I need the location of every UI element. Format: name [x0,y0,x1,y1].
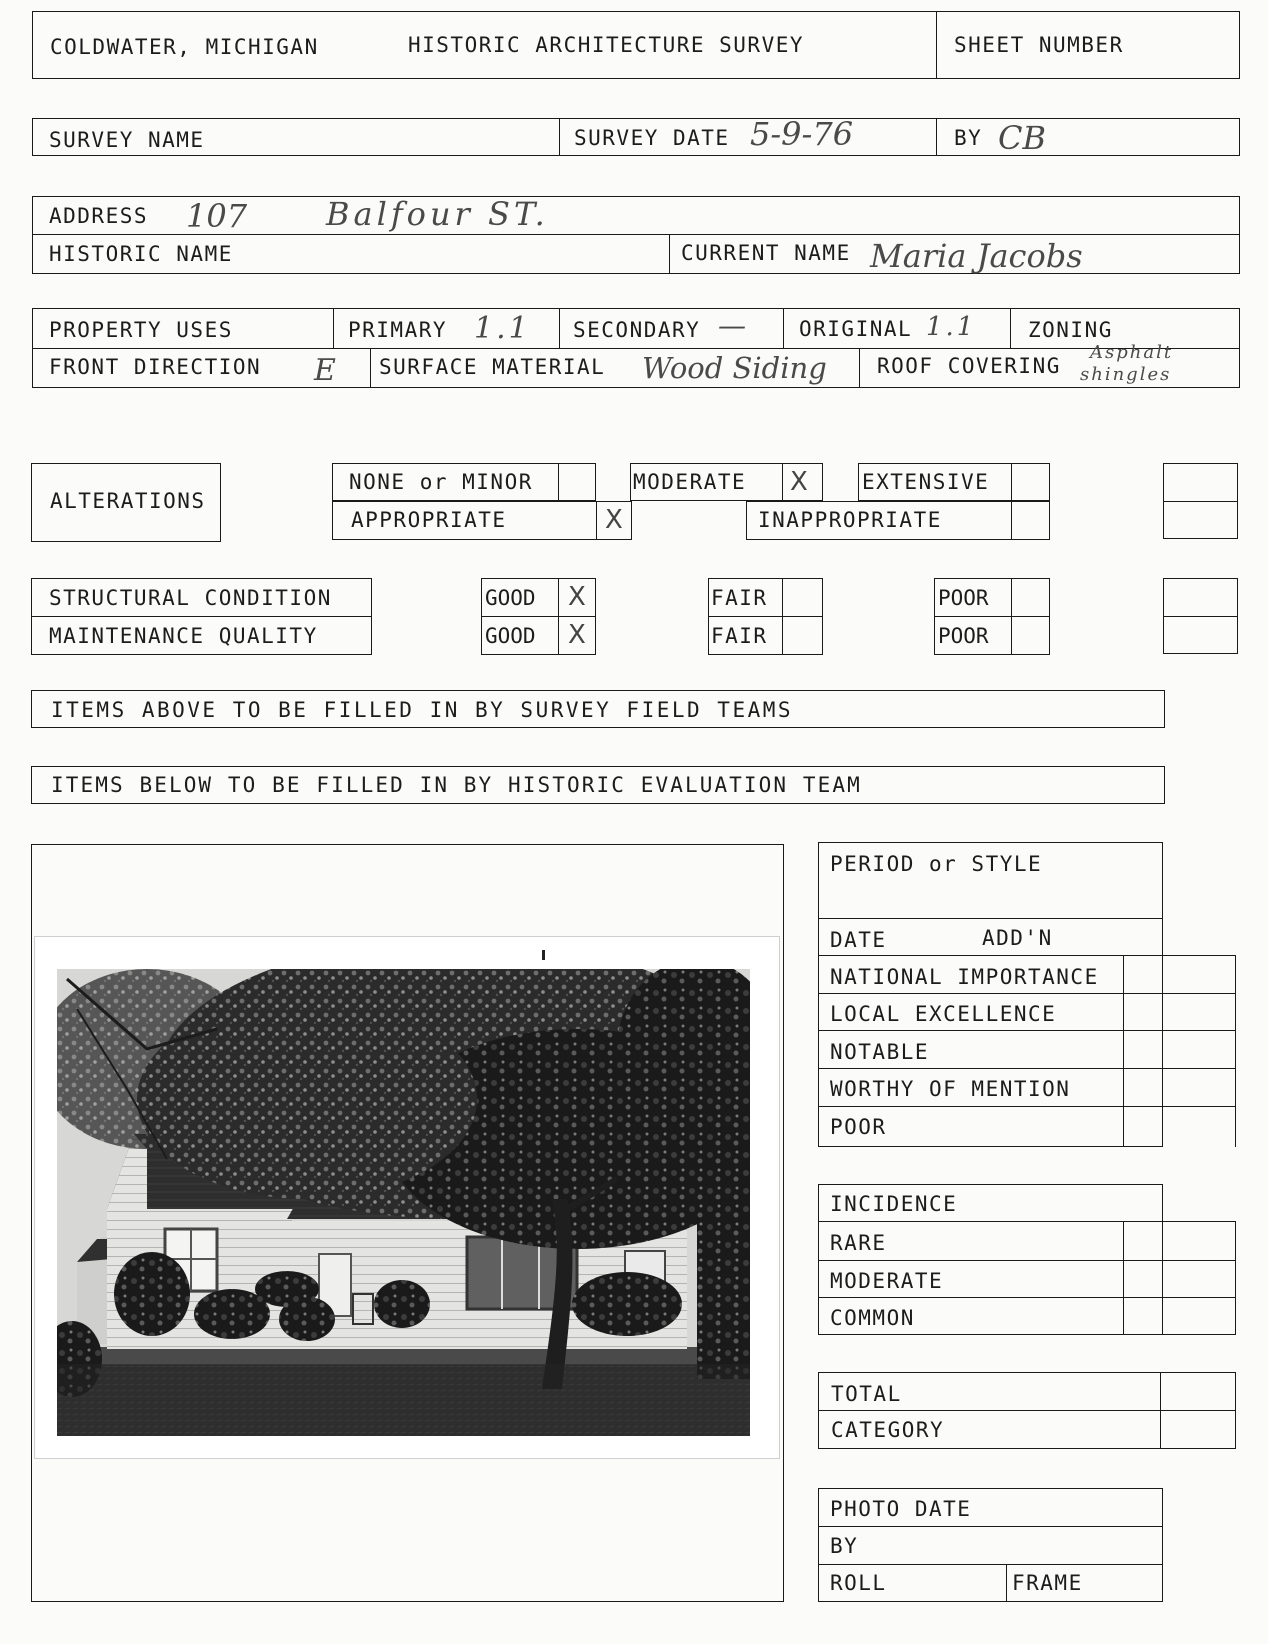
worthy-of-mention-label: WORTHY OF MENTION [830,1077,1071,1101]
survey-name-label: SURVEY NAME [49,128,205,152]
surface-material-label: SURFACE MATERIAL [379,355,606,379]
maintenance-good-checkmark[interactable]: X [568,620,586,650]
roof-covering-value-2[interactable]: shingles [1080,364,1172,385]
historic-name-label: HISTORIC NAME [49,242,233,266]
national-importance-label: NATIONAL IMPORTANCE [830,965,1099,989]
survey-by-label: BY [954,126,983,150]
original-value[interactable]: 1.1 [926,312,977,342]
roof-covering-label: ROOF COVERING [877,354,1061,378]
secondary-label: SECONDARY [573,318,701,342]
surface-material-value[interactable]: Wood Siding [642,351,827,385]
common-label: COMMON [830,1306,915,1330]
eval-poor-label: POOR [830,1115,887,1139]
frame-label: FRAME [1012,1571,1083,1595]
maintenance-quality-label: MAINTENANCE QUALITY [49,624,318,648]
appropriate-checkmark[interactable]: X [605,505,623,535]
zoning-label: ZONING [1028,318,1113,342]
local-excellence-label: LOCAL EXCELLENCE [830,1002,1057,1026]
moderate-checkmark[interactable]: X [790,467,808,497]
notable-label: NOTABLE [830,1040,930,1064]
moderate-label: MODERATE [633,470,747,494]
primary-label: PRIMARY [348,318,448,342]
structural-poor-label: POOR [938,586,989,610]
city-label: COLDWATER, MICHIGAN [50,35,319,59]
front-direction-value[interactable]: E [314,353,336,388]
maintenance-fair-label: FAIR [711,624,768,648]
incidence-label: INCIDENCE [830,1192,958,1216]
structural-good-label: GOOD [485,586,536,610]
structural-good-checkmark[interactable]: X [568,582,586,612]
secondary-value[interactable]: — [718,309,746,342]
photo-by-label: BY [830,1534,859,1558]
primary-value[interactable]: 1.1 [474,311,531,346]
original-label: ORIGINAL [799,317,913,341]
alterations-label: ALTERATIONS [50,489,206,513]
addn-label: ADD'N [982,926,1053,950]
mount-notch [542,950,545,960]
rare-label: RARE [830,1231,887,1255]
current-name-label: CURRENT NAME [681,241,851,265]
address-label: ADDRESS [49,204,149,228]
survey-date-label: SURVEY DATE [574,126,730,150]
current-name-value[interactable]: Maria Jacobs [870,237,1083,275]
inappropriate-label: INAPPROPRIATE [758,508,942,532]
items-above-note: ITEMS ABOVE TO BE FILLED IN BY SURVEY FIELD TEAMS [51,698,794,722]
front-direction-label: FRONT DIRECTION [49,355,262,379]
items-below-note: ITEMS BELOW TO BE FILLED IN BY HISTORIC EVALUATION TEAM [51,773,862,797]
survey-by-value[interactable]: CB [998,119,1046,157]
roll-label: ROLL [830,1571,887,1595]
survey-date-value[interactable]: 5-9-76 [750,115,854,153]
date-label: DATE [830,928,887,952]
category-label: CATEGORY [831,1418,945,1442]
extensive-label: EXTENSIVE [862,470,990,494]
total-label: TOTAL [831,1382,902,1406]
structural-condition-label: STRUCTURAL CONDITION [49,586,332,610]
photo-date-label: PHOTO DATE [830,1497,972,1521]
roof-covering-value-1[interactable]: Asphalt [1090,342,1174,363]
sheet-number-label: SHEET NUMBER [954,33,1124,57]
evaluation-box [818,842,1163,1147]
address-street[interactable]: Balfour ST. [326,195,549,233]
address-number[interactable]: 107 [186,197,248,235]
maintenance-good-label: GOOD [485,624,536,648]
form-title: HISTORIC ARCHITECTURE SURVEY [408,33,805,57]
incidence-moderate-label: MODERATE [830,1269,944,1293]
appropriate-label: APPROPRIATE [351,508,507,532]
house-photo [57,969,750,1436]
header-divider [936,11,937,79]
period-style-label: PERIOD or STYLE [830,852,1043,876]
property-uses-label: PROPERTY USES [49,318,233,342]
structural-fair-label: FAIR [711,586,768,610]
maintenance-poor-label: POOR [938,624,989,648]
none-minor-label: NONE or MINOR [349,470,533,494]
